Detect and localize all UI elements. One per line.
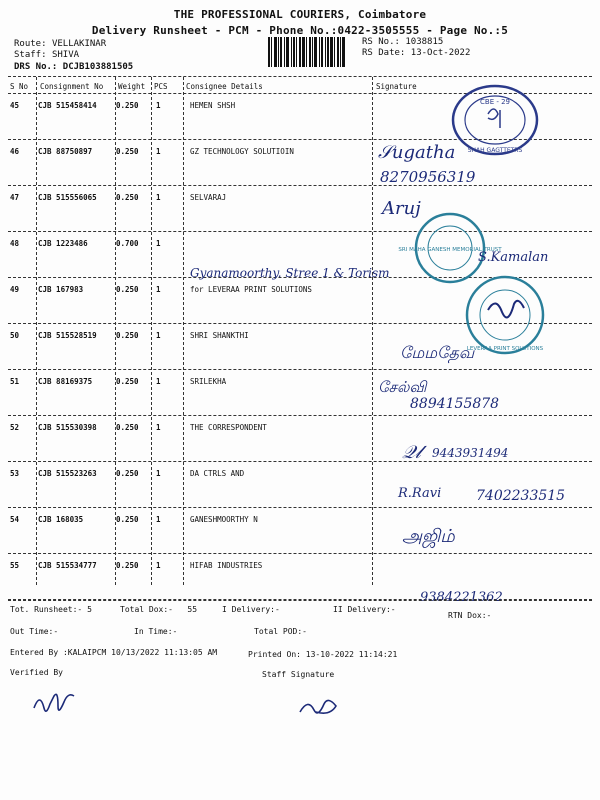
col-sep-5 (372, 77, 373, 585)
row-pcs: 1 (156, 331, 161, 340)
row-pcs: 1 (156, 193, 161, 202)
col-sno: S No (10, 82, 29, 91)
row-pcs: 1 (156, 561, 161, 570)
drs-label: DRS No.: (14, 62, 58, 72)
row-weight: 0.250 (116, 147, 139, 156)
row47-signature: Aruj (382, 198, 421, 219)
row-consignee: GANESHMOORTHY N (190, 515, 258, 524)
row-consignment: CJB 1223486 (38, 239, 88, 248)
col-consignee: Consignee Details (186, 82, 263, 91)
row-weight: 0.250 (116, 193, 139, 202)
drs-value: DCJB103881505 (62, 62, 134, 72)
entered-by: Entered By :KALAIPCM 10/13/2022 11:13:05 AM (10, 648, 218, 657)
row-pcs: 1 (156, 101, 161, 110)
route-value: VELLAKINAR (51, 39, 107, 49)
row-consignment: CJB 515530398 (38, 423, 97, 432)
row-separator (8, 553, 592, 554)
row-separator (8, 185, 592, 186)
row-consignee: HEMEN SHSH (190, 101, 236, 110)
row-weight: 0.250 (116, 101, 139, 110)
row52-phone: 9443931494 (432, 446, 509, 460)
table-top-rule (8, 76, 592, 77)
staff-signature-icon (294, 688, 344, 724)
stamp-shah-text: SHAH GAGTTETRS (467, 147, 523, 154)
row46-signature: 𝒮ugatha (378, 142, 456, 163)
rs-date-row (362, 48, 470, 58)
row-separator (8, 369, 592, 370)
row-separator (8, 461, 592, 462)
printed-on: Printed On: 13-10-2022 11:14:21 (248, 650, 398, 659)
row-consignment: CJB 88169375 (38, 377, 93, 386)
row-sno: 47 (10, 193, 20, 202)
col-signature: Signature (376, 82, 417, 91)
document-title: THE PROFESSIONAL COURIERS, Coimbatore (173, 8, 427, 21)
row-weight: 0.700 (116, 239, 139, 248)
row-separator (8, 231, 592, 232)
row-sno: 53 (10, 469, 20, 478)
row-consignment: CJB 88750897 (38, 147, 93, 156)
verified-signature-icon (30, 686, 80, 722)
row-weight: 0.250 (116, 561, 139, 570)
row-separator (8, 507, 592, 508)
rs-date-label: RS Date: (362, 48, 406, 58)
col-sep-3 (151, 77, 152, 585)
row-sno: 52 (10, 423, 20, 432)
row-weight: 0.250 (116, 515, 139, 524)
row-weight: 0.250 (116, 423, 139, 432)
document-subtitle: Delivery Runsheet - PCM - Phone No.:0422-3505555 - Page No.:5 (91, 24, 509, 37)
row48-sign: S.Kamalan (478, 250, 549, 265)
col-sep-1 (36, 77, 37, 585)
row46-phone: 8270956319 (380, 168, 476, 186)
stamp-shah-icon (440, 80, 550, 160)
row-consignee: THE CORRESPONDENT (190, 423, 267, 432)
row50-sign: மேமதேவ (400, 343, 475, 362)
row-separator (8, 415, 592, 416)
stamp-trust-text: SRI MAHA GANESH MEMORIAL TRUST (398, 247, 502, 253)
rs-no-row (362, 37, 443, 47)
row-sno: 48 (10, 239, 20, 248)
col-consignment: Consignment No (40, 82, 104, 91)
row-weight: 0.250 (116, 377, 139, 386)
i-delivery: I Delivery:- (222, 605, 280, 614)
row-consignment: CJB 168035 (38, 515, 84, 524)
row-sno: 51 (10, 377, 20, 386)
col-pcs: PCS (154, 82, 168, 91)
row-consignment: CJB 515528519 (38, 331, 97, 340)
row-pcs: 1 (156, 423, 161, 432)
row54-sign: அஜிம் (402, 526, 455, 547)
row-weight: 0.250 (116, 285, 139, 294)
tot-runsheet: Tot. Runsheet:- 5 (10, 605, 92, 614)
row-pcs: 1 (156, 377, 161, 386)
row51-phone: 8894155878 (410, 396, 500, 412)
row-consignee: SRILEKHA (190, 377, 227, 386)
col-sep-4 (183, 77, 184, 585)
row53-signature: R.Ravi (398, 486, 442, 501)
footer-rule (8, 600, 592, 601)
stamp-leveraa-text: LEVERAA PRINT SOLUTIONS (466, 346, 544, 352)
row-sno: 50 (10, 331, 20, 340)
route-row (14, 39, 106, 49)
row-sno: 46 (10, 147, 20, 156)
row-consignee: DA CTRLS AND (190, 469, 245, 478)
total-pod: Total POD:- (254, 627, 307, 636)
row-consignee: HIFAB INDUSTRIES (190, 561, 263, 570)
row-pcs: 1 (156, 469, 161, 478)
row-consignment: CJB 515523263 (38, 469, 97, 478)
staff-label: Staff: (14, 50, 47, 60)
col-weight: Weight (118, 82, 146, 91)
row52-signature: 𝒬𝓁 (402, 442, 421, 463)
row-consignee: SHRI SHANKTHI (190, 331, 249, 340)
row-sno: 55 (10, 561, 20, 570)
stamp-shah-code: CBE - 29 (480, 98, 510, 106)
row-weight: 0.250 (116, 469, 139, 478)
rtn-dox: RTN Dox:- (448, 611, 492, 620)
barcode (268, 37, 356, 67)
row-pcs: 1 (156, 239, 161, 248)
total-dox: Total Dox:- 55 (120, 605, 198, 614)
row-consignment: CJB 515458414 (38, 101, 97, 110)
row55-phone: 9384221362 (420, 590, 503, 605)
rs-no-value: 1038815 (405, 37, 444, 47)
ii-delivery: II Delivery:- (333, 605, 396, 614)
rs-no-label: RS No.: (362, 37, 400, 47)
row-pcs: 1 (156, 285, 161, 294)
row53-phone: 7402233515 (476, 488, 566, 504)
drs-row (14, 62, 133, 72)
row-consignee: GZ TECHNOLOGY SOLUTIOIN (190, 147, 294, 156)
row51-sign: சேல்வி (378, 378, 427, 396)
row-consignment: CJB 167983 (38, 285, 84, 294)
row-pcs: 1 (156, 147, 161, 156)
out-time: Out Time:- (10, 627, 59, 636)
staff-value: SHIVA (51, 50, 80, 60)
row-consignee: SELVARAJ (190, 193, 227, 202)
row-consignment: CJB 515534777 (38, 561, 97, 570)
row-consignee: for LEVERAA PRINT SOLUTIONS (190, 285, 312, 294)
route-label: Route: (14, 39, 47, 49)
row-sno: 49 (10, 285, 20, 294)
rs-date-value: 13-Oct-2022 (410, 48, 471, 58)
staff-row (14, 50, 79, 60)
staff-signature: Staff Signature (262, 670, 335, 679)
in-time: In Time:- (134, 627, 178, 636)
row-sno: 45 (10, 101, 20, 110)
row-weight: 0.250 (116, 331, 139, 340)
row48-note: Gyanamoorthy. Stree 1 & Torism (190, 266, 390, 280)
row-sno: 54 (10, 515, 20, 524)
verified-by: Verified By (10, 668, 63, 677)
row-consignment: CJB 515556065 (38, 193, 97, 202)
row-pcs: 1 (156, 515, 161, 524)
